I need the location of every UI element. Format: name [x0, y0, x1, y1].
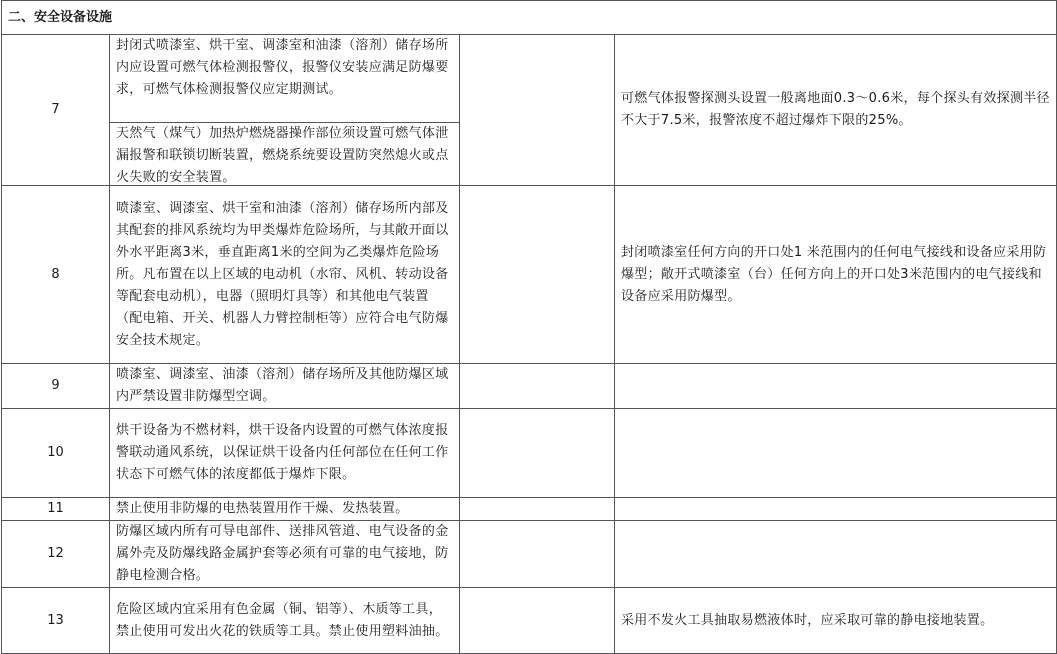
table-row [2, 364, 1057, 409]
row-number: 13 [2, 588, 110, 654]
requirement-cell [110, 521, 460, 588]
requirement-text: 禁止使用非防爆的电热装置用作干燥、发热装置。 [116, 501, 409, 516]
row-number: 10 [2, 409, 110, 498]
note-cell [615, 498, 1057, 521]
requirement-text: 封闭式喷漆室、烘干室、调漆室和油漆（溶剂）储存场所内应设置可燃气体检测报警仪，报警仪安装应满足防爆要求，可燃气体检测报警仪应定期测试。 [116, 38, 449, 97]
requirement-text: 防爆区域内所有可导电部件、送排风管道、电气设备的金属外壳及防爆线路金属护套等必须有可靠的电气接地，防静电检测合格。 [116, 524, 449, 583]
table-row [2, 588, 1057, 654]
empty-cell [460, 409, 615, 498]
note-cell [615, 409, 1057, 498]
row-number: 12 [2, 521, 110, 588]
row-number: 9 [2, 364, 110, 409]
row-number: 11 [2, 498, 110, 521]
requirement-text: 天然气（煤气）加热炉燃烧器操作部位须设置可燃气体泄漏报警和联锁切断装置，燃烧系统要设置防突然熄火或点火失败的安全装置。 [110, 122, 459, 185]
requirement-text: 喷漆室、调漆室、烘干室和油漆（溶剂）储存场所内部及其配套的排风系统均为甲类爆炸危险场所，与其敞开面以外水平距离3米，垂直距离1米的空间为乙类爆炸危险场所。凡布置在以上区域的电动机（水帘、风机、转动设备等配套电动机），电器（照明灯具等）和其他电气装置（配电箱、开关、机器人力臂控制柜等）应符合电气防爆安全技术规定。 [116, 200, 449, 348]
note-cell: 可燃气体报警探测头设置一般离地面0.3～0.6米，每个探头有效探测半径不大于7.5米，报警浓度不超过爆炸下限的25%。 [615, 35, 1057, 186]
requirement-cell [110, 35, 460, 186]
note-cell [615, 364, 1057, 409]
note-cell [615, 521, 1057, 588]
table-row [2, 521, 1057, 588]
requirement-text: 危险区域内宜采用有色金属（铜、铝等）、木质等工具，禁止使用可发出火花的铁质等工具。禁止使用塑料油抽。 [116, 601, 449, 639]
empty-cell [460, 498, 615, 521]
row-number: 7 [2, 35, 110, 186]
requirement-text: 喷漆室、调漆室、油漆（溶剂）储存场所及其他防爆区域内严禁设置非防爆型空调。 [116, 367, 449, 404]
table-row [2, 186, 1057, 364]
empty-cell [460, 521, 615, 588]
empty-cell [460, 588, 615, 654]
empty-cell [460, 35, 615, 186]
empty-cell [460, 186, 615, 364]
section-header-row [2, 1, 1057, 35]
requirement-cell [110, 364, 460, 409]
safety-equipment-table [1, 0, 1057, 654]
empty-cell [460, 364, 615, 409]
table-row [2, 409, 1057, 498]
section-title: 二、安全设备设施 [2, 1, 1057, 35]
requirement-cell [110, 588, 460, 654]
requirement-cell [110, 498, 460, 521]
requirement-cell [110, 409, 460, 498]
requirement-text: 烘干设备为不燃材料，烘干设备内设置的可燃气体浓度报警联动通风系统，以保证烘干设备内任何部位在任何工作状态下可燃气体的浓度都低于爆炸下限。 [116, 423, 449, 482]
note-cell: 封闭喷漆室任何方向的开口处1 米范围内的任何电气接线和设备应采用防爆型；敞开式喷漆室（台）任何方向上的开口处3米范围内的电气接线和设备应采用防爆型。 [615, 186, 1057, 364]
table-row [2, 498, 1057, 521]
requirement-cell [110, 186, 460, 364]
table-row [2, 35, 1057, 186]
note-cell: 采用不发火工具抽取易燃液体时，应采取可靠的静电接地装置。 [615, 588, 1057, 654]
row-number: 8 [2, 186, 110, 364]
